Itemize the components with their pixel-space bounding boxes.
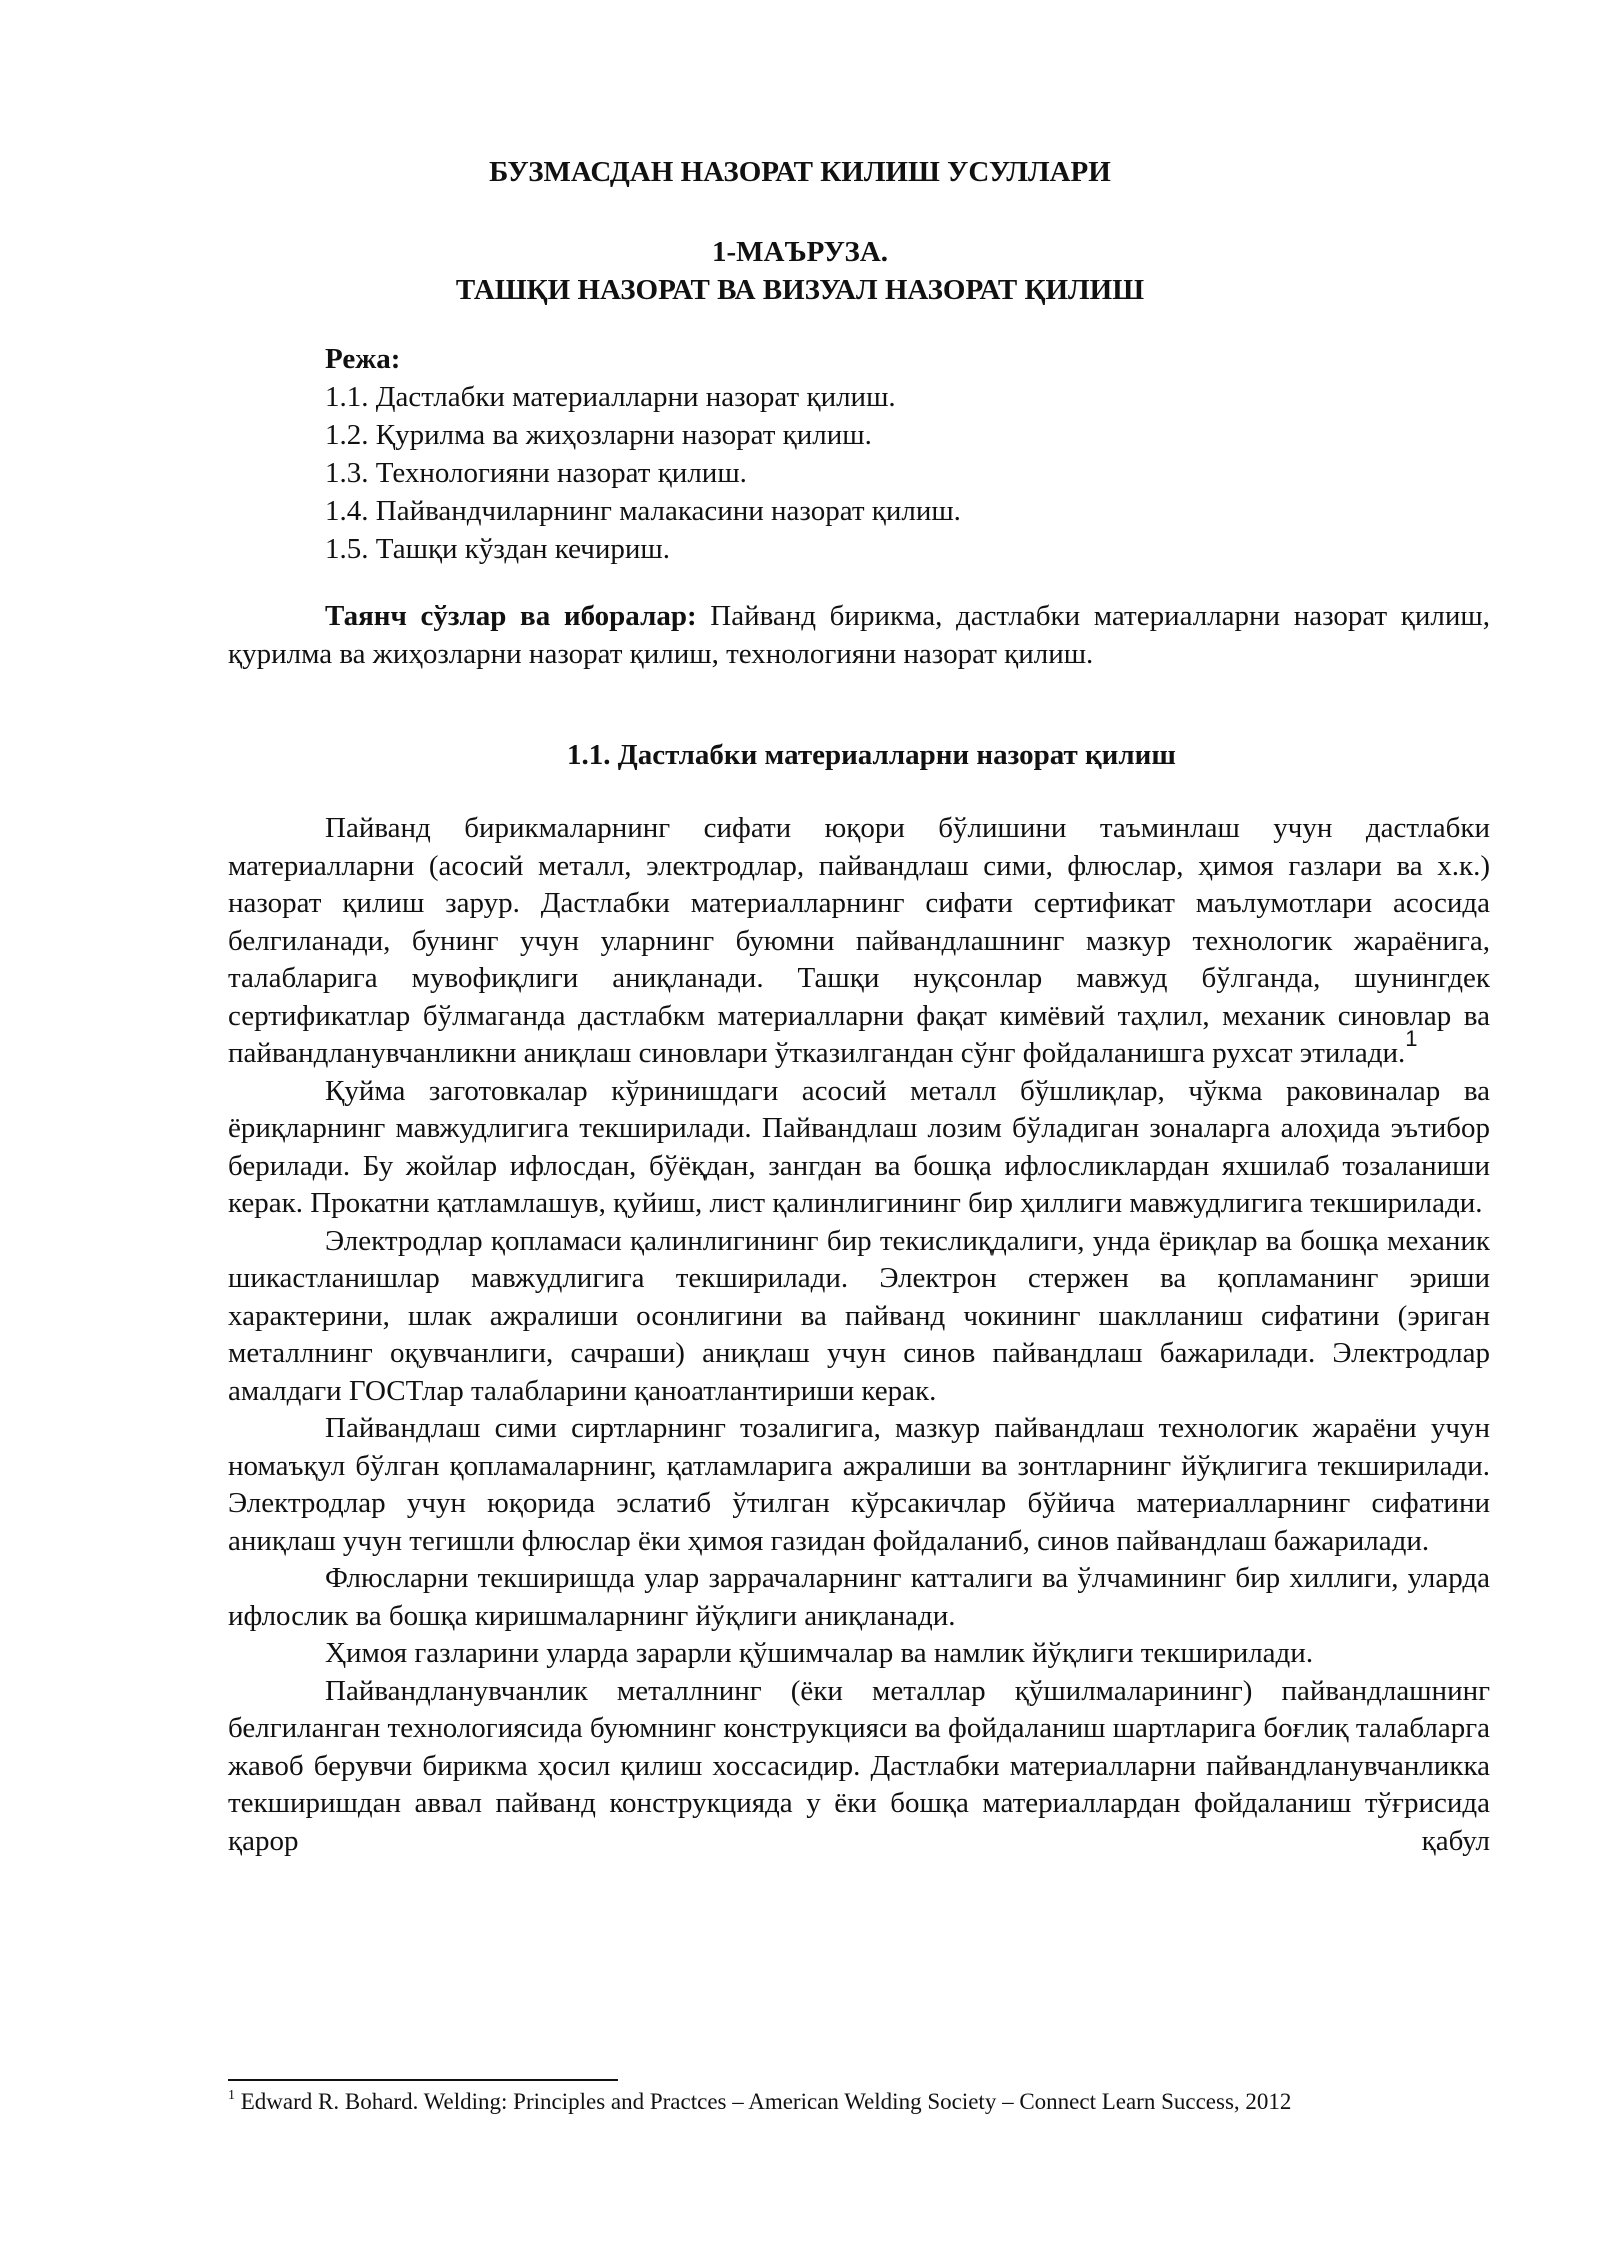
- keywords-label: Таянч сўзлар ва иборалар:: [325, 600, 697, 632]
- footnote-separator: [228, 2079, 618, 2081]
- footnote-number: 1: [228, 2088, 235, 2103]
- keywords-paragraph: [228, 598, 1490, 673]
- plan-item: 1.1. Дастлабки материалларни назорат қилиш.: [325, 381, 896, 413]
- body-paragraph: [228, 810, 1490, 1073]
- section-heading: 1.1. Дастлабки материалларни назорат қилиш: [567, 739, 1176, 771]
- body-paragraph: Ҳимоя газларини уларда зарарли қўшимчалар ва намлик йўқлиги текширилади.: [325, 1637, 1314, 1669]
- body-paragraph: Пайвандланувчанлик металлнинг (ёки металлар қўшилмаларининг) пайвандлашнинг белгиланган технологиясида буюмнинг конструкцияси ва фойдаланиш шартларига боғлиқ талабларга жавоб берувчи бирикма ҳосил қилиш хоссасидир. Дастлабки материалларни пайвандланувчанликка текширишдан аввал пайванд конструкцияда у ёки бошқа материаллардан фойдаланиш тўғрисида қарор қабул: [228, 1674, 1490, 1857]
- document-title: БУЗМАСДАН НАЗОРАТ КИЛИШ УСУЛЛАРИ: [489, 156, 1111, 188]
- body-text: [228, 810, 1490, 1860]
- body-paragraph: Пайвандлаш сими сиртларнинг тозалигига, мазкур пайвандлаш технологик жараёни учун номаъқул бўлган қопламаларнинг, қатламларига ажралиши ва зонтларнинг йўқлигига текширилади. Электродлар учун юқорида эслатиб ўтилган кўрсакичлар бўйича материалларнинг сифатини аниқлаш учун тегишли флюслар ёки ҳимоя газидан фойдаланиб, синов пайвандлаш бажарилади.: [228, 1412, 1490, 1557]
- plan-item: 1.3. Технологияни назорат қилиш.: [325, 457, 747, 489]
- keywords-text: Пайванд бирикма, дастлабки материалларни назорат қилиш, қурилма ва жиҳозларни назорат қилиш, технологияни назорат қилиш.: [228, 600, 1490, 670]
- footnote-reference[interactable]: 1: [1405, 1026, 1418, 1051]
- lecture-number: 1-МАЪРУЗА.: [711, 236, 889, 268]
- plan-item: 1.5. Ташқи кўздан кечириш.: [325, 533, 670, 565]
- footnote: [228, 2086, 1528, 2118]
- body-paragraph: Қуйма заготовкалар кўринишдаги асосий металл бўшлиқлар, чўкма раковиналар ва ёриқларнинг мавжудлигига текширилади. Пайвандлаш лозим бўладиган зоналарга алоҳида эътибор берилади. Бу жойлар ифлосдан, бўёқдан, зангдан ва бошқа ифлосликлардан яхшилаб тозаланиши керак. Прокатни қатламлашув, қуйиш, лист қалинлигининг бир ҳиллиги мавжудлигига текширилади.: [228, 1074, 1490, 1219]
- lecture-title: ТАШҚИ НАЗОРАТ ВА ВИЗУАЛ НАЗОРАТ ҚИЛИШ: [455, 274, 1145, 306]
- footnote-text: Edward R. Bohard. Welding: Principles and Practces – American Welding Society – Connect Learn Success, 2012: [235, 2089, 1292, 2114]
- body-paragraph: Электродлар қопламаси қалинлигининг бир текислиқдалиги, унда ёриқлар ва бошқа механик шикастланишлар мавжудлигига текширилади. Электрон стержен ва қопламанинг эриши характерини, шлак ажралиши осонлигини ва пайванд чокининг шаклланиш сифатини (эриган металлнинг оқувчанлиги, сачраши) аниқлаш учун синов пайвандлаш бажарилади. Электродлар амалдаги ГОСТлар талабларини қаноатлантириши керак.: [228, 1224, 1490, 1407]
- lecture-heading: [0, 233, 1600, 309]
- body-paragraph: Флюсларни текширишда улар заррачаларнинг катталиги ва ўлчамининг бир хиллиги, уларда ифлослик ва бошқа киришмаларнинг йўқлиги аниқланади.: [228, 1562, 1490, 1632]
- plan-item: 1.2. Қурилма ва жиҳозларни назорат қилиш.: [325, 419, 872, 451]
- plan-label: Режа:: [325, 343, 401, 375]
- lecture-plan: [325, 340, 1325, 568]
- plan-item: 1.4. Пайвандчиларнинг малакасини назорат қилиш.: [325, 495, 961, 527]
- paragraph-text: Пайванд бирикмаларнинг сифати юқори бўлишини таъминлаш учун дастлабки материалларни (асосий металл, электродлар, пайвандлаш сими, флюслар, ҳимоя газлари ва х.к.) назорат қилиш зарур. Дастлабки материалларнинг сифати сертификат маълумотлари асосида белгиланади, бунинг учун уларнинг буюмни пайвандлашнинг мазкур технологик жараёнига, талабларига мувофиқлиги аниқланади. Ташқи нуқсонлар мавжуд бўлганда, шунингдек сертификатлар бўлмаганда дастлабкм материалларни фақат кимёвий таҳлил, механик синовлар ва пайвандланувчанликни аниқлаш синовлари ўтказилгандан сўнг фойдаланишга рухсат этилади.: [228, 812, 1490, 1069]
